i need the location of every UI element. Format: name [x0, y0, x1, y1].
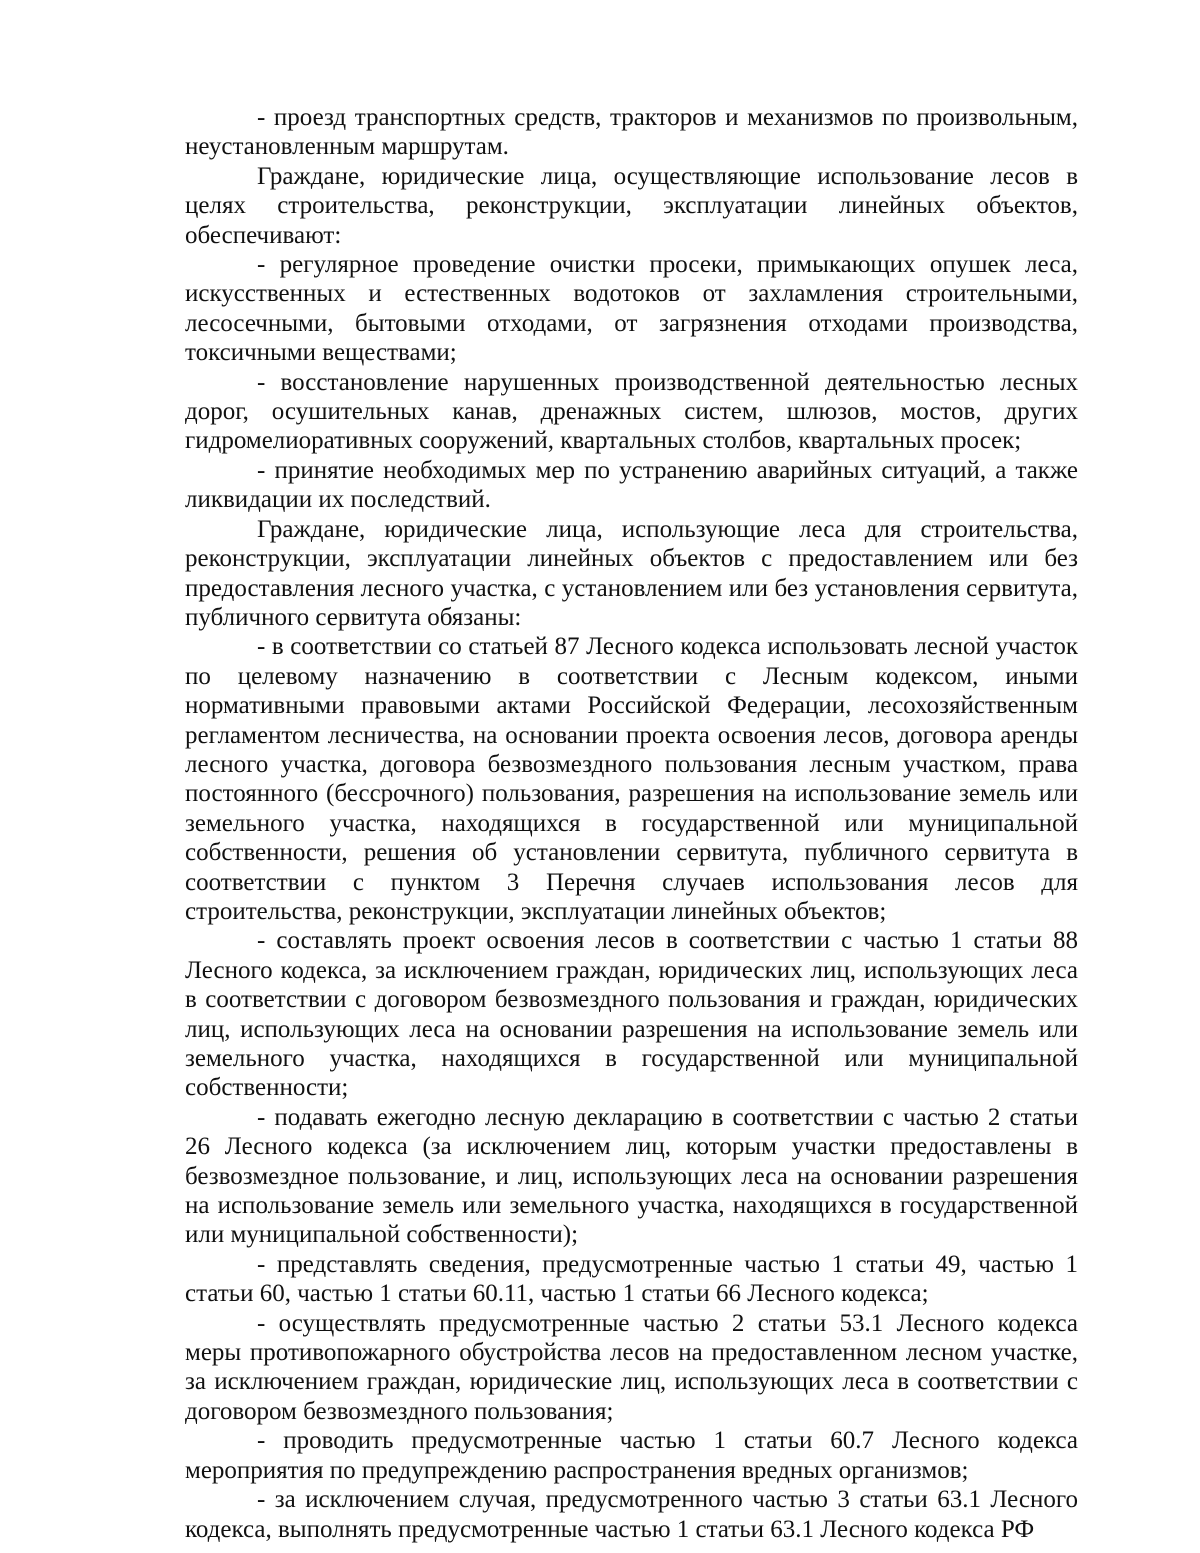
paragraph-5: - принятие необходимых мер по устранению аварийных ситуаций, а также ликвидации их последствий. [185, 456, 1078, 514]
paragraph-8: - составлять проект освоения лесов в соответствии с частью 1 статьи 88 Лесного кодекса, за исключением граждан, юридических лиц, использующих леса в соответствии с договором безвозмездного пользования и граждан, юридических лиц, использующих леса на основании разрешения на использование земель или земельного участка, находящихся в государственной или муниципальной собственности; [185, 927, 1078, 1102]
paragraph-3: - регулярное проведение очистки просеки, примыкающих опушек леса, искусственных и естественных водотоков от захламления строительными, лесосечными, бытовыми отходами, от загрязнения отходами производства, токсичными веществами; [185, 251, 1078, 367]
document-page [185, 103, 1078, 1544]
paragraph-2: Граждане, юридические лица, осуществляющие использование лесов в целях строительства, реконструкции, эксплуатации линейных объектов, обеспечивают: [185, 162, 1078, 249]
paragraph-9: - подавать ежегодно лесную декларацию в соответствии с частью 2 статьи 26 Лесного кодекса (за исключением лиц, которым участки предоставлены в безвозмездное пользование, и лиц, использующих леса на основании разрешения на использование земель или земельного участка, находящихся в государственной или муниципальной собственности); [185, 1103, 1078, 1249]
paragraph-7: - в соответствии со статьей 87 Лесного кодекса использовать лесной участок по целевому назначению в соответствии с Лесным кодексом, иными нормативными правовыми актами Российской Федерации, лесохозяйственным регламентом лесничества, на основании проекта освоения лесов, договора аренды лесного участка, договора безвозмездного пользования лесным участком, права постоянного (бессрочного) пользования, разрешения на использование земель или земельного участка, находящихся в государственной или муниципальной собственности, решения об установлении сервитута, публичного сервитута в соответствии с пунктом 3 Перечня случаев использования лесов для строительства, реконструкции, эксплуатации линейных объектов; [185, 633, 1078, 925]
paragraph-12: - проводить предусмотренные частью 1 статьи 60.7 Лесного кодекса мероприятия по предупреждению распространения вредных организмов; [185, 1427, 1078, 1484]
paragraph-10: - представлять сведения, предусмотренные частью 1 статьи 49, частью 1 статьи 60, частью 1 статьи 60.11, частью 1 статьи 66 Лесного кодекса; [185, 1250, 1078, 1308]
paragraph-13: - за исключением случая, предусмотренного частью 3 статьи 63.1 Лесного кодекса, выполнять предусмотренные частью 1 статьи 63.1 Лесного кодекса РФ [185, 1486, 1078, 1543]
paragraph-6: Граждане, юридические лица, использующие леса для строительства, реконструкции, эксплуатации линейных объектов с предоставлением или без предоставления лесного участка, с установлением или без установления сервитута, публичного сервитута обязаны: [185, 515, 1078, 631]
paragraph-4: - восстановление нарушенных производственной деятельностью лесных дорог, осушительных канав, дренажных систем, шлюзов, мостов, других гидромелиоративных сооружений, квартальных столбов, квартальных просек; [185, 368, 1078, 455]
paragraph-11: - осуществлять предусмотренные частью 2 статьи 53.1 Лесного кодекса меры противопожарного обустройства лесов на предоставленном лесном участке, за исключением граждан, юридические лиц, использующих леса в соответствии с договором безвозмездного пользования; [185, 1309, 1078, 1425]
paragraph-1: - проезд транспортных средств, тракторов и механизмов по произвольным, неустановленным маршрутам. [185, 104, 1078, 161]
